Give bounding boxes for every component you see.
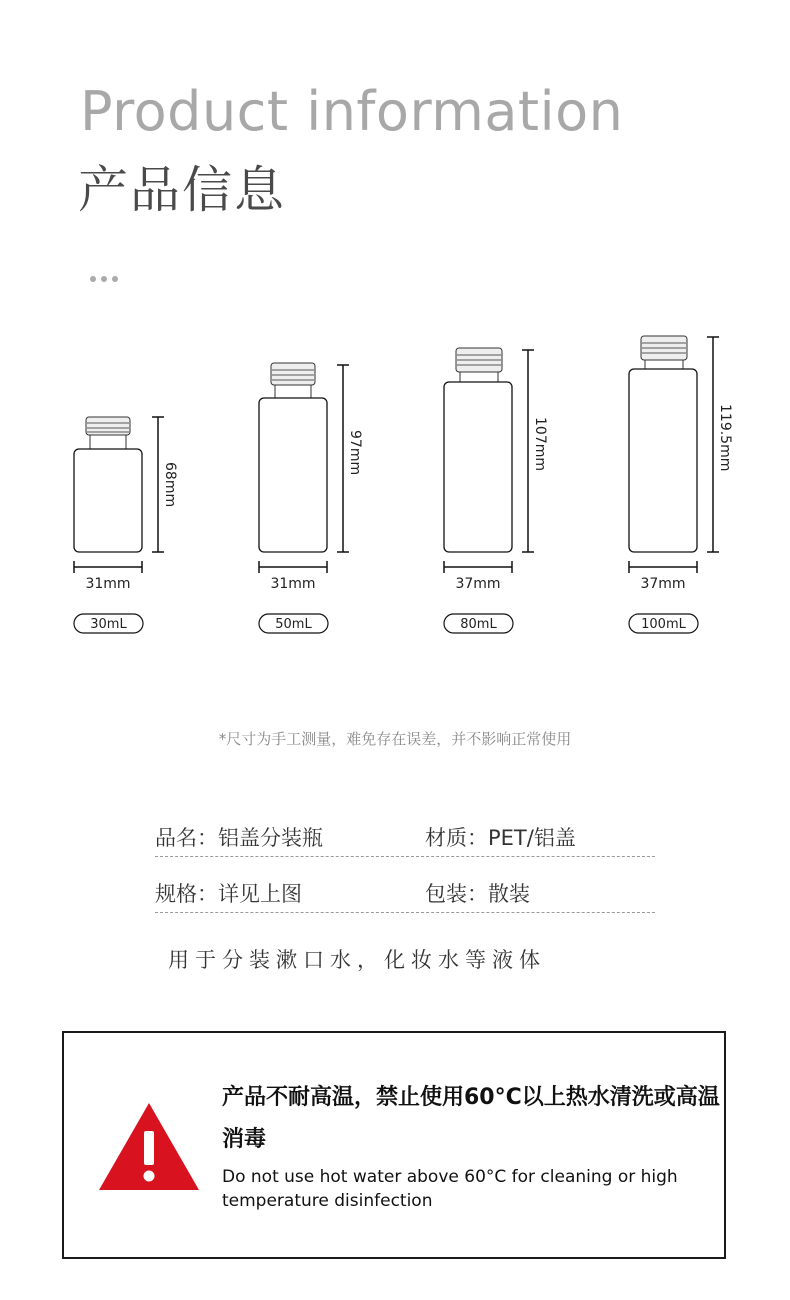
width-label: 37mm	[455, 576, 501, 592]
capacity-label: 80mL	[460, 617, 497, 632]
page-title-cn: 产品信息	[78, 161, 286, 219]
width-label: 31mm	[270, 576, 316, 592]
spec-row-2	[155, 872, 655, 913]
height-label: 119.5mm	[717, 404, 733, 472]
measurement-note: *尺寸为手工测量，难免存在误差，并不影响正常使用	[218, 730, 572, 748]
bottle-size-diagram	[0, 320, 790, 650]
bottle-30ml	[74, 417, 178, 633]
warning-text-en: Do not use hot water above 60°C for cleaning or high temperature disinfection	[222, 1167, 678, 1211]
height-label: 107mm	[532, 417, 548, 471]
width-label: 37mm	[640, 576, 686, 592]
usage-text: 用于分装漱口水，化妆水等液体	[168, 948, 546, 972]
height-label: 68mm	[162, 462, 178, 508]
page-title-en: Product information	[80, 80, 624, 143]
ellipsis-decoration	[90, 267, 123, 286]
product-packing: 包装：散装	[425, 882, 530, 906]
spec-row-1	[155, 816, 655, 857]
width-label: 31mm	[85, 576, 131, 592]
bottle-100ml	[629, 336, 733, 633]
warning-box	[62, 1031, 726, 1259]
product-name: 品名：铝盖分装瓶	[155, 826, 323, 850]
warning-triangle-icon	[97, 1101, 201, 1193]
capacity-label: 50mL	[275, 617, 312, 632]
product-spec: 规格：详见上图	[155, 882, 302, 906]
capacity-label: 30mL	[90, 617, 127, 632]
bottle-50ml	[259, 363, 363, 633]
warning-text-cn: 产品不耐高温，禁止使用60°C以上热水清洗或高温消毒	[222, 1085, 720, 1152]
bottle-80ml	[444, 348, 548, 633]
capacity-label: 100mL	[641, 617, 686, 632]
height-label: 97mm	[347, 430, 363, 476]
product-material: 材质：PET/铝盖	[425, 826, 576, 850]
